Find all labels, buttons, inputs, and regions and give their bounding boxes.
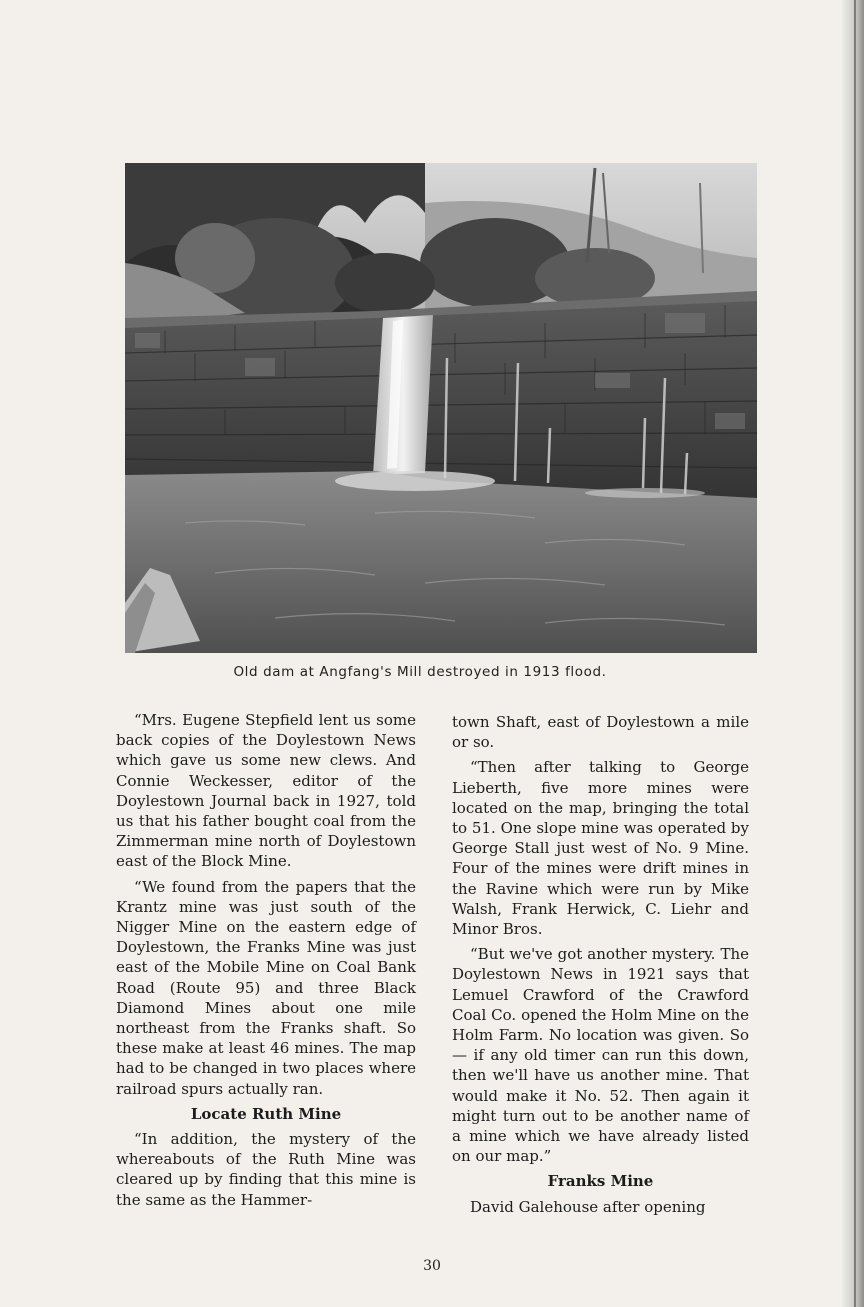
right-paragraph-3: David Galehouse after opening bbox=[470, 1197, 706, 1216]
section-heading-locate-ruth-mine: Locate Ruth Mine bbox=[190, 1104, 342, 1123]
left-column bbox=[116, 710, 416, 1215]
section-heading-franks-mine: Franks Mine bbox=[547, 1172, 654, 1191]
right-paragraph-1: “Then after talking to George Lieberth, five more mines were located on the map, bringing the total to 51. One slope mine was operated by George Stall just west of No. 9 Mine. Four of the mines were drift mines in the Ravine which were run by Mike Walsh, Frank Herwick, C. Liehr and Minor Bros. bbox=[452, 758, 749, 939]
photo-caption: Old dam at Angfang's Mill destroyed in 1913 flood. bbox=[233, 664, 607, 680]
left-paragraph-2: “We found from the papers that the Krantz mine was just south of the Nigger Mine on the eastern edge of Doylestown, the Franks Mine was just east of the Mobile Mine on Coal Bank Road (Route 95) and three Black Diamond Mines about one mile northeast from the Franks shaft. So these make at least 46 mines. The map had to be changed in two places where railroad spurs actually ran. bbox=[116, 877, 416, 1098]
left-paragraph-1: “Mrs. Eugene Stepfield lent us some back copies of the Doylestown News which gave us some new clews. And Connie Weckesser, editor of the Doylestown Journal back in 1927, told us that his father bought coal from the Zimmerman mine north of Doylestown east of the Block Mine. bbox=[116, 711, 416, 871]
right-column bbox=[452, 712, 749, 1222]
book-spine-edge bbox=[854, 0, 856, 1307]
book-spine-shadow bbox=[842, 0, 864, 1307]
waterfall-dam-photo bbox=[125, 163, 757, 653]
right-paragraph-continuation: town Shaft, east of Doylestown a mile or so. bbox=[452, 713, 749, 752]
left-paragraph-3: “In addition, the mystery of the whereabouts of the Ruth Mine was cleared up by finding that this mine is the same as the Hammer- bbox=[116, 1130, 416, 1209]
page-number: 30 bbox=[423, 1258, 441, 1274]
right-paragraph-2: “But we've got another mystery. The Doylestown News in 1921 says that Lemuel Crawford of the Crawford Coal Co. opened the Holm Mine on the Holm Farm. No location was given. So — if any old timer can run this down, then we'll have us another mine. That would make it No. 52. Then again it might turn out to be another name of a mine which we have already listed on our map.” bbox=[452, 945, 749, 1166]
